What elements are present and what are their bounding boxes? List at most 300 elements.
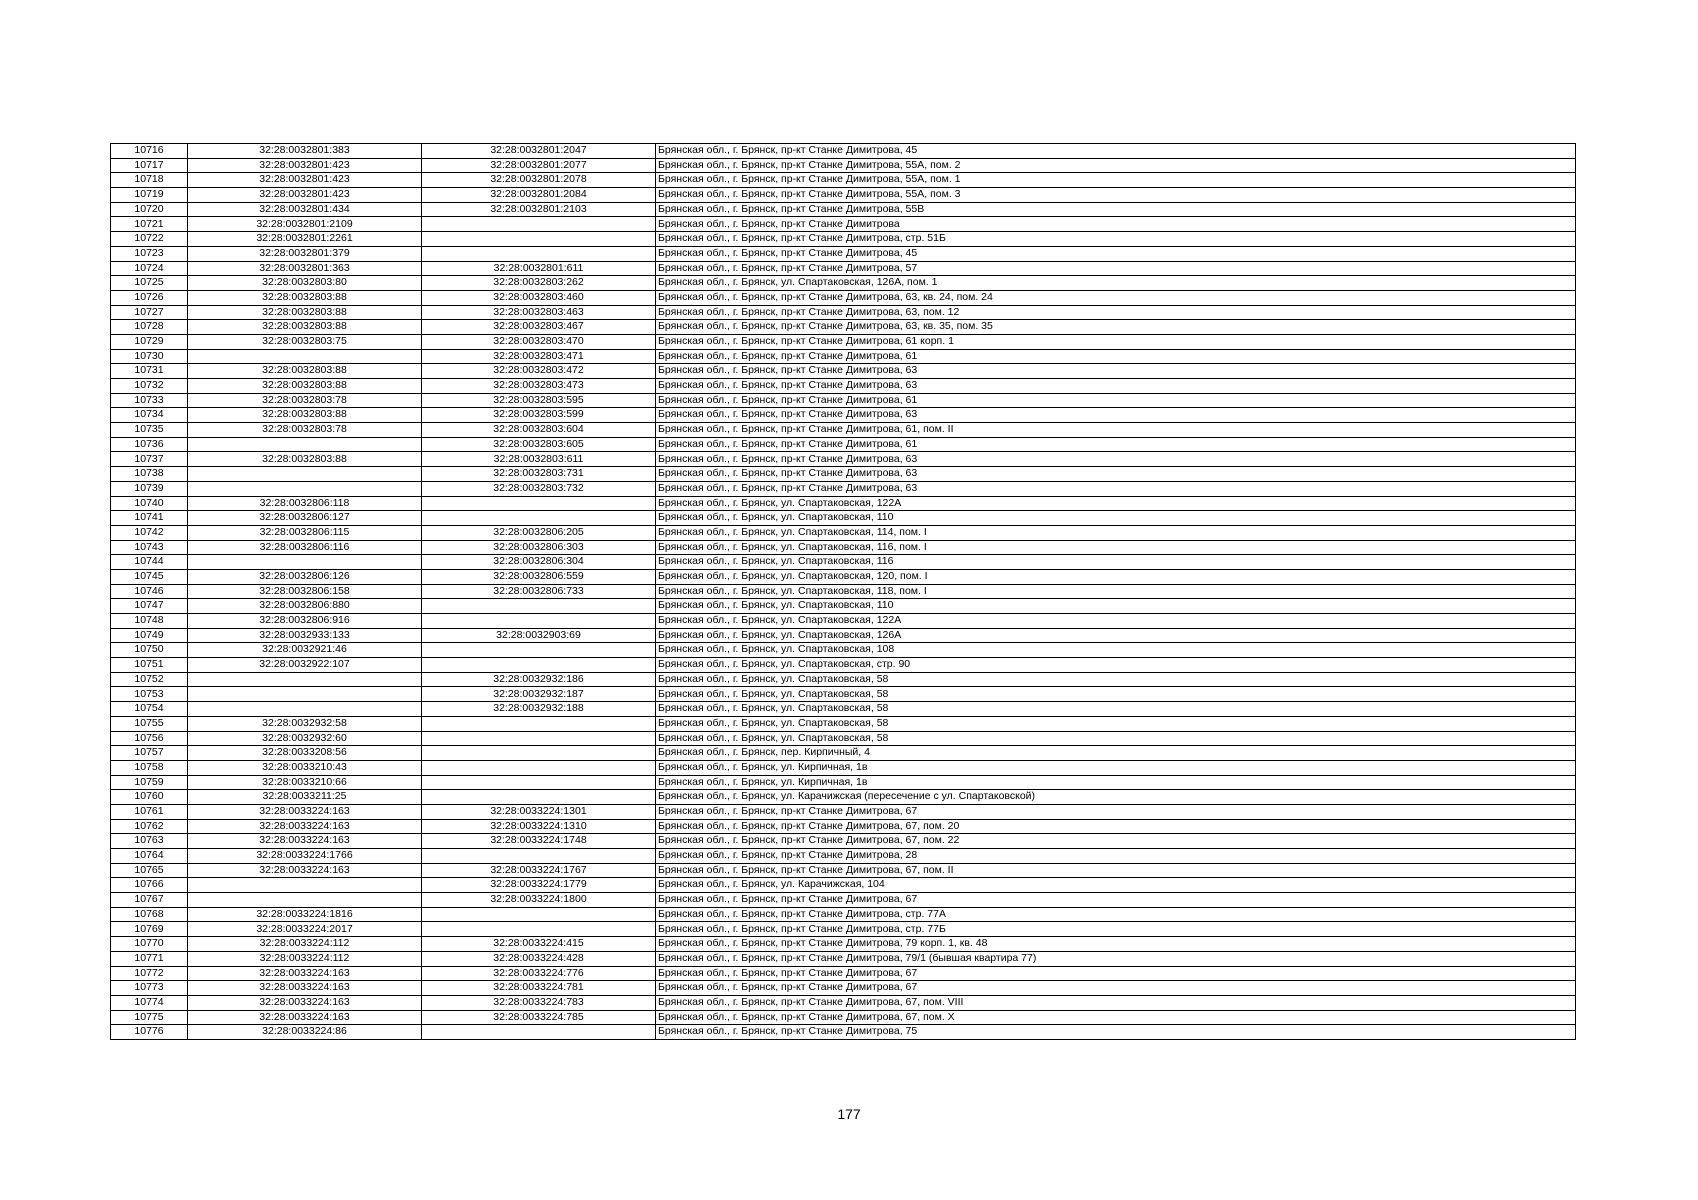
address-cell: Брянская обл., г. Брянск, пр-кт Станке Димитрова, 67, пом. II: [656, 863, 1576, 878]
table-row: [111, 937, 1576, 952]
address-cell: Брянская обл., г. Брянск, пр-кт Станке Димитрова, 61: [656, 393, 1576, 408]
table-row: [111, 658, 1576, 673]
row-number-cell: 10722: [111, 232, 188, 247]
row-number-cell: 10762: [111, 819, 188, 834]
row-number-cell: 10750: [111, 643, 188, 658]
address-cell: Брянская обл., г. Брянск, ул. Спартаковская, 58: [656, 716, 1576, 731]
table-row: [111, 966, 1576, 981]
land-cadastral-number-cell: 32:28:0032801:2261: [188, 232, 422, 247]
building-cadastral-number-cell: [422, 496, 656, 511]
address-cell: Брянская обл., г. Брянск, пр-кт Станке Димитрова, 61: [656, 349, 1576, 364]
land-cadastral-number-cell: [188, 702, 422, 717]
address-cell: Брянская обл., г. Брянск, пер. Кирпичный, 4: [656, 746, 1576, 761]
building-cadastral-number-cell: 32:28:0032806:304: [422, 555, 656, 570]
land-cadastral-number-cell: 32:28:0032803:88: [188, 379, 422, 394]
building-cadastral-number-cell: 32:28:0033224:781: [422, 981, 656, 996]
row-number-cell: 10751: [111, 658, 188, 673]
address-cell: Брянская обл., г. Брянск, ул. Спартаковская, 122А: [656, 496, 1576, 511]
address-cell: Брянская обл., г. Брянск, пр-кт Станке Димитрова, 28: [656, 849, 1576, 864]
building-cadastral-number-cell: 32:28:0032803:599: [422, 408, 656, 423]
land-cadastral-number-cell: 32:28:0033224:163: [188, 834, 422, 849]
address-cell: Брянская обл., г. Брянск, ул. Спартаковская, 126А: [656, 628, 1576, 643]
address-cell: Брянская обл., г. Брянск, пр-кт Станке Димитрова, 55А, пом. 2: [656, 158, 1576, 173]
land-cadastral-number-cell: [188, 467, 422, 482]
row-number-cell: 10716: [111, 144, 188, 159]
row-number-cell: 10776: [111, 1025, 188, 1040]
row-number-cell: 10765: [111, 863, 188, 878]
building-cadastral-number-cell: 32:28:0032801:2078: [422, 173, 656, 188]
row-number-cell: 10726: [111, 290, 188, 305]
land-cadastral-number-cell: 32:28:0032803:88: [188, 290, 422, 305]
address-cell: Брянская обл., г. Брянск, пр-кт Станке Димитрова, 61: [656, 437, 1576, 452]
address-cell: Брянская обл., г. Брянск, пр-кт Станке Димитрова, 63, кв. 35, пом. 35: [656, 320, 1576, 335]
table-row: [111, 349, 1576, 364]
land-cadastral-number-cell: 32:28:0032803:80: [188, 276, 422, 291]
row-number-cell: 10766: [111, 878, 188, 893]
address-cell: Брянская обл., г. Брянск, пр-кт Станке Димитрова, 63, кв. 24, пом. 24: [656, 290, 1576, 305]
row-number-cell: 10760: [111, 790, 188, 805]
building-cadastral-number-cell: [422, 790, 656, 805]
table-row: [111, 1010, 1576, 1025]
building-cadastral-number-cell: 32:28:0032801:2047: [422, 144, 656, 159]
building-cadastral-number-cell: 32:28:0033224:783: [422, 995, 656, 1010]
address-cell: Брянская обл., г. Брянск, пр-кт Станке Димитрова, 61 корп. 1: [656, 334, 1576, 349]
row-number-cell: 10736: [111, 437, 188, 452]
building-cadastral-number-cell: 32:28:0032806:205: [422, 525, 656, 540]
row-number-cell: 10733: [111, 393, 188, 408]
table-row: [111, 217, 1576, 232]
address-cell: Брянская обл., г. Брянск, пр-кт Станке Димитрова, 75: [656, 1025, 1576, 1040]
address-cell: Брянская обл., г. Брянск, ул. Спартаковская, 114, пом. I: [656, 525, 1576, 540]
row-number-cell: 10771: [111, 951, 188, 966]
land-cadastral-number-cell: 32:28:0033224:163: [188, 804, 422, 819]
address-cell: Брянская обл., г. Брянск, пр-кт Станке Димитрова, стр. 77А: [656, 907, 1576, 922]
row-number-cell: 10719: [111, 188, 188, 203]
table-row: [111, 834, 1576, 849]
land-cadastral-number-cell: 32:28:0032932:60: [188, 731, 422, 746]
building-cadastral-number-cell: [422, 1025, 656, 1040]
building-cadastral-number-cell: 32:28:0032803:732: [422, 481, 656, 496]
row-number-cell: 10759: [111, 775, 188, 790]
address-cell: Брянская обл., г. Брянск, пр-кт Станке Димитрова, 79/1 (бывшая квартира 77): [656, 951, 1576, 966]
table-row: [111, 364, 1576, 379]
building-cadastral-number-cell: [422, 658, 656, 673]
land-cadastral-number-cell: 32:28:0033224:1766: [188, 849, 422, 864]
row-number-cell: 10734: [111, 408, 188, 423]
land-cadastral-number-cell: 32:28:0033224:112: [188, 951, 422, 966]
land-cadastral-number-cell: 32:28:0032803:88: [188, 364, 422, 379]
row-number-cell: 10732: [111, 379, 188, 394]
property-registry-table: [110, 143, 1576, 1040]
row-number-cell: 10721: [111, 217, 188, 232]
table-row: [111, 746, 1576, 761]
row-number-cell: 10763: [111, 834, 188, 849]
table-row: [111, 863, 1576, 878]
row-number-cell: 10730: [111, 349, 188, 364]
building-cadastral-number-cell: [422, 775, 656, 790]
table-row: [111, 188, 1576, 203]
building-cadastral-number-cell: 32:28:0032801:611: [422, 261, 656, 276]
table-row: [111, 511, 1576, 526]
row-number-cell: 10758: [111, 760, 188, 775]
building-cadastral-number-cell: [422, 599, 656, 614]
row-number-cell: 10737: [111, 452, 188, 467]
table-row: [111, 628, 1576, 643]
address-cell: Брянская обл., г. Брянск, пр-кт Станке Димитрова, 55А, пом. 1: [656, 173, 1576, 188]
table-row: [111, 907, 1576, 922]
table-row: [111, 819, 1576, 834]
address-cell: Брянская обл., г. Брянск, пр-кт Станке Димитрова: [656, 217, 1576, 232]
address-cell: Брянская обл., г. Брянск, пр-кт Станке Димитрова, 67: [656, 966, 1576, 981]
table-row: [111, 555, 1576, 570]
row-number-cell: 10727: [111, 305, 188, 320]
building-cadastral-number-cell: [422, 614, 656, 629]
building-cadastral-number-cell: 32:28:0032803:605: [422, 437, 656, 452]
land-cadastral-number-cell: 32:28:0032801:423: [188, 158, 422, 173]
land-cadastral-number-cell: 32:28:0032932:58: [188, 716, 422, 731]
land-cadastral-number-cell: 32:28:0032801:363: [188, 261, 422, 276]
land-cadastral-number-cell: [188, 893, 422, 908]
land-cadastral-number-cell: 32:28:0032801:379: [188, 246, 422, 261]
address-cell: Брянская обл., г. Брянск, пр-кт Станке Димитрова, 63, пом. 12: [656, 305, 1576, 320]
table-row: [111, 525, 1576, 540]
building-cadastral-number-cell: 32:28:0032803:262: [422, 276, 656, 291]
building-cadastral-number-cell: 32:28:0033224:1310: [422, 819, 656, 834]
building-cadastral-number-cell: 32:28:0032803:472: [422, 364, 656, 379]
row-number-cell: 10746: [111, 584, 188, 599]
land-cadastral-number-cell: 32:28:0032801:383: [188, 144, 422, 159]
address-cell: Брянская обл., г. Брянск, пр-кт Станке Димитрова, стр. 77Б: [656, 922, 1576, 937]
land-cadastral-number-cell: [188, 878, 422, 893]
land-cadastral-number-cell: 32:28:0032803:88: [188, 452, 422, 467]
row-number-cell: 10756: [111, 731, 188, 746]
address-cell: Брянская обл., г. Брянск, пр-кт Станке Димитрова, 45: [656, 246, 1576, 261]
building-cadastral-number-cell: 32:28:0032806:559: [422, 569, 656, 584]
land-cadastral-number-cell: 32:28:0032806:118: [188, 496, 422, 511]
land-cadastral-number-cell: [188, 672, 422, 687]
row-number-cell: 10745: [111, 569, 188, 584]
address-cell: Брянская обл., г. Брянск, ул. Спартаковская, 58: [656, 731, 1576, 746]
land-cadastral-number-cell: [188, 349, 422, 364]
building-cadastral-number-cell: [422, 716, 656, 731]
address-cell: Брянская обл., г. Брянск, ул. Спартаковская, стр. 90: [656, 658, 1576, 673]
building-cadastral-number-cell: [422, 217, 656, 232]
land-cadastral-number-cell: 32:28:0032922:107: [188, 658, 422, 673]
row-number-cell: 10775: [111, 1010, 188, 1025]
row-number-cell: 10740: [111, 496, 188, 511]
land-cadastral-number-cell: 32:28:0032803:78: [188, 423, 422, 438]
land-cadastral-number-cell: 32:28:0033224:1816: [188, 907, 422, 922]
building-cadastral-number-cell: 32:28:0032803:611: [422, 452, 656, 467]
row-number-cell: 10749: [111, 628, 188, 643]
address-cell: Брянская обл., г. Брянск, пр-кт Станке Димитрова, 45: [656, 144, 1576, 159]
table-row: [111, 393, 1576, 408]
row-number-cell: 10743: [111, 540, 188, 555]
building-cadastral-number-cell: [422, 511, 656, 526]
address-cell: Брянская обл., г. Брянск, пр-кт Станке Димитрова, 79 корп. 1, кв. 48: [656, 937, 1576, 952]
table-row: [111, 731, 1576, 746]
building-cadastral-number-cell: 32:28:0032806:733: [422, 584, 656, 599]
land-cadastral-number-cell: 32:28:0032803:88: [188, 305, 422, 320]
table-row: [111, 290, 1576, 305]
table-row: [111, 202, 1576, 217]
row-number-cell: 10770: [111, 937, 188, 952]
land-cadastral-number-cell: 32:28:0033224:163: [188, 1010, 422, 1025]
table-row: [111, 951, 1576, 966]
building-cadastral-number-cell: [422, 746, 656, 761]
building-cadastral-number-cell: 32:28:0032803:473: [422, 379, 656, 394]
building-cadastral-number-cell: 32:28:0033224:785: [422, 1010, 656, 1025]
address-cell: Брянская обл., г. Брянск, ул. Спартаковская, 122А: [656, 614, 1576, 629]
address-cell: Брянская обл., г. Брянск, пр-кт Станке Димитрова, 63: [656, 408, 1576, 423]
land-cadastral-number-cell: 32:28:0033224:163: [188, 981, 422, 996]
row-number-cell: 10731: [111, 364, 188, 379]
land-cadastral-number-cell: 32:28:0033224:86: [188, 1025, 422, 1040]
land-cadastral-number-cell: 32:28:0032801:2109: [188, 217, 422, 232]
land-cadastral-number-cell: 32:28:0033224:163: [188, 863, 422, 878]
table-row: [111, 379, 1576, 394]
land-cadastral-number-cell: 32:28:0033211:25: [188, 790, 422, 805]
building-cadastral-number-cell: [422, 907, 656, 922]
address-cell: Брянская обл., г. Брянск, ул. Спартаковская, 58: [656, 672, 1576, 687]
row-number-cell: 10717: [111, 158, 188, 173]
row-number-cell: 10761: [111, 804, 188, 819]
table-row: [111, 246, 1576, 261]
address-cell: Брянская обл., г. Брянск, пр-кт Станке Димитрова, 63: [656, 467, 1576, 482]
address-cell: Брянская обл., г. Брянск, ул. Карачижская (пересечение с ул. Спартаковской): [656, 790, 1576, 805]
address-cell: Брянская обл., г. Брянск, пр-кт Станке Димитрова, 55В: [656, 202, 1576, 217]
table-row: [111, 540, 1576, 555]
building-cadastral-number-cell: 32:28:0032932:187: [422, 687, 656, 702]
address-cell: Брянская обл., г. Брянск, ул. Кирпичная, 1в: [656, 760, 1576, 775]
row-number-cell: 10774: [111, 995, 188, 1010]
address-cell: Брянская обл., г. Брянск, ул. Спартаковская, 120, пом. I: [656, 569, 1576, 584]
land-cadastral-number-cell: 32:28:0033224:112: [188, 937, 422, 952]
land-cadastral-number-cell: 32:28:0032806:916: [188, 614, 422, 629]
land-cadastral-number-cell: 32:28:0032803:88: [188, 320, 422, 335]
address-cell: Брянская обл., г. Брянск, ул. Спартаковская, 116: [656, 555, 1576, 570]
table-row: [111, 995, 1576, 1010]
address-cell: Брянская обл., г. Брянск, пр-кт Станке Димитрова, 67, пом. 20: [656, 819, 1576, 834]
row-number-cell: 10735: [111, 423, 188, 438]
table-row: [111, 599, 1576, 614]
row-number-cell: 10768: [111, 907, 188, 922]
table-row: [111, 467, 1576, 482]
table-row: [111, 614, 1576, 629]
table-row: [111, 437, 1576, 452]
building-cadastral-number-cell: 32:28:0032803:731: [422, 467, 656, 482]
table-row: [111, 702, 1576, 717]
building-cadastral-number-cell: [422, 760, 656, 775]
table-row: [111, 144, 1576, 159]
table-row: [111, 584, 1576, 599]
land-cadastral-number-cell: 32:28:0033210:43: [188, 760, 422, 775]
address-cell: Брянская обл., г. Брянск, ул. Спартаковская, 126А, пом. 1: [656, 276, 1576, 291]
address-cell: Брянская обл., г. Брянск, пр-кт Станке Димитрова, 63: [656, 452, 1576, 467]
building-cadastral-number-cell: 32:28:0032801:2103: [422, 202, 656, 217]
row-number-cell: 10720: [111, 202, 188, 217]
building-cadastral-number-cell: 32:28:0033224:776: [422, 966, 656, 981]
registry-table-body: [111, 144, 1576, 1040]
table-row: [111, 981, 1576, 996]
address-cell: Брянская обл., г. Брянск, ул. Кирпичная, 1в: [656, 775, 1576, 790]
table-row: [111, 1025, 1576, 1040]
building-cadastral-number-cell: 32:28:0032932:186: [422, 672, 656, 687]
building-cadastral-number-cell: [422, 246, 656, 261]
building-cadastral-number-cell: 32:28:0032803:463: [422, 305, 656, 320]
building-cadastral-number-cell: 32:28:0032903:69: [422, 628, 656, 643]
building-cadastral-number-cell: 32:28:0033224:428: [422, 951, 656, 966]
row-number-cell: 10773: [111, 981, 188, 996]
building-cadastral-number-cell: 32:28:0032803:467: [422, 320, 656, 335]
land-cadastral-number-cell: [188, 555, 422, 570]
land-cadastral-number-cell: 32:28:0032806:158: [188, 584, 422, 599]
land-cadastral-number-cell: 32:28:0032806:127: [188, 511, 422, 526]
row-number-cell: 10725: [111, 276, 188, 291]
row-number-cell: 10764: [111, 849, 188, 864]
table-row: [111, 716, 1576, 731]
land-cadastral-number-cell: 32:28:0032921:46: [188, 643, 422, 658]
address-cell: Брянская обл., г. Брянск, ул. Карачижская, 104: [656, 878, 1576, 893]
table-row: [111, 643, 1576, 658]
address-cell: Брянская обл., г. Брянск, пр-кт Станке Димитрова, 67, пом. VIII: [656, 995, 1576, 1010]
building-cadastral-number-cell: 32:28:0032803:470: [422, 334, 656, 349]
land-cadastral-number-cell: 32:28:0033224:163: [188, 995, 422, 1010]
address-cell: Брянская обл., г. Брянск, пр-кт Станке Димитрова, 67: [656, 804, 1576, 819]
row-number-cell: 10718: [111, 173, 188, 188]
address-cell: Брянская обл., г. Брянск, пр-кт Станке Димитрова, 61, пом. II: [656, 423, 1576, 438]
row-number-cell: 10769: [111, 922, 188, 937]
table-row: [111, 922, 1576, 937]
land-cadastral-number-cell: 32:28:0033224:163: [188, 966, 422, 981]
table-row: [111, 804, 1576, 819]
table-row: [111, 849, 1576, 864]
row-number-cell: 10772: [111, 966, 188, 981]
building-cadastral-number-cell: 32:28:0032801:2077: [422, 158, 656, 173]
building-cadastral-number-cell: 32:28:0032803:471: [422, 349, 656, 364]
table-row: [111, 672, 1576, 687]
table-row: [111, 481, 1576, 496]
land-cadastral-number-cell: 32:28:0033224:163: [188, 819, 422, 834]
building-cadastral-number-cell: 32:28:0032932:188: [422, 702, 656, 717]
row-number-cell: 10748: [111, 614, 188, 629]
address-cell: Брянская обл., г. Брянск, пр-кт Станке Димитрова, 67, пом. X: [656, 1010, 1576, 1025]
building-cadastral-number-cell: 32:28:0032806:303: [422, 540, 656, 555]
land-cadastral-number-cell: 32:28:0032801:434: [188, 202, 422, 217]
building-cadastral-number-cell: [422, 731, 656, 746]
address-cell: Брянская обл., г. Брянск, ул. Спартаковская, 110: [656, 511, 1576, 526]
table-row: [111, 276, 1576, 291]
land-cadastral-number-cell: 32:28:0032803:75: [188, 334, 422, 349]
building-cadastral-number-cell: 32:28:0033224:1748: [422, 834, 656, 849]
table-row: [111, 261, 1576, 276]
building-cadastral-number-cell: 32:28:0032801:2084: [422, 188, 656, 203]
land-cadastral-number-cell: [188, 481, 422, 496]
building-cadastral-number-cell: 32:28:0032803:460: [422, 290, 656, 305]
land-cadastral-number-cell: 32:28:0032803:78: [188, 393, 422, 408]
address-cell: Брянская обл., г. Брянск, ул. Спартаковская, 118, пом. I: [656, 584, 1576, 599]
land-cadastral-number-cell: 32:28:0032801:423: [188, 188, 422, 203]
row-number-cell: 10755: [111, 716, 188, 731]
table-row: [111, 173, 1576, 188]
address-cell: Брянская обл., г. Брянск, пр-кт Станке Димитрова, 63: [656, 481, 1576, 496]
building-cadastral-number-cell: 32:28:0033224:1800: [422, 893, 656, 908]
row-number-cell: 10738: [111, 467, 188, 482]
table-row: [111, 408, 1576, 423]
address-cell: Брянская обл., г. Брянск, пр-кт Станке Димитрова, 67: [656, 981, 1576, 996]
row-number-cell: 10753: [111, 687, 188, 702]
address-cell: Брянская обл., г. Брянск, ул. Спартаковская, 58: [656, 687, 1576, 702]
land-cadastral-number-cell: 32:28:0032806:115: [188, 525, 422, 540]
address-cell: Брянская обл., г. Брянск, ул. Спартаковская, 116, пом. I: [656, 540, 1576, 555]
land-cadastral-number-cell: 32:28:0032806:880: [188, 599, 422, 614]
land-cadastral-number-cell: 32:28:0032803:88: [188, 408, 422, 423]
address-cell: Брянская обл., г. Брянск, пр-кт Станке Димитрова, 55А, пом. 3: [656, 188, 1576, 203]
table-row: [111, 305, 1576, 320]
building-cadastral-number-cell: [422, 849, 656, 864]
land-cadastral-number-cell: [188, 687, 422, 702]
address-cell: Брянская обл., г. Брянск, пр-кт Станке Димитрова, 63: [656, 364, 1576, 379]
table-row: [111, 334, 1576, 349]
address-cell: Брянская обл., г. Брянск, пр-кт Станке Димитрова, 67, пом. 22: [656, 834, 1576, 849]
row-number-cell: 10723: [111, 246, 188, 261]
building-cadastral-number-cell: 32:28:0032803:604: [422, 423, 656, 438]
address-cell: Брянская обл., г. Брянск, ул. Спартаковская, 58: [656, 702, 1576, 717]
row-number-cell: 10742: [111, 525, 188, 540]
building-cadastral-number-cell: [422, 922, 656, 937]
land-cadastral-number-cell: 32:28:0032806:116: [188, 540, 422, 555]
land-cadastral-number-cell: [188, 437, 422, 452]
address-cell: Брянская обл., г. Брянск, пр-кт Станке Димитрова, 63: [656, 379, 1576, 394]
row-number-cell: 10729: [111, 334, 188, 349]
land-cadastral-number-cell: 32:28:0032933:133: [188, 628, 422, 643]
row-number-cell: 10744: [111, 555, 188, 570]
address-cell: Брянская обл., г. Брянск, ул. Спартаковская, 110: [656, 599, 1576, 614]
row-number-cell: 10757: [111, 746, 188, 761]
table-row: [111, 496, 1576, 511]
table-row: [111, 452, 1576, 467]
land-cadastral-number-cell: 32:28:0033210:66: [188, 775, 422, 790]
table-row: [111, 790, 1576, 805]
table-row: [111, 760, 1576, 775]
table-row: [111, 687, 1576, 702]
building-cadastral-number-cell: 32:28:0033224:415: [422, 937, 656, 952]
row-number-cell: 10767: [111, 893, 188, 908]
table-row: [111, 232, 1576, 247]
building-cadastral-number-cell: 32:28:0033224:1779: [422, 878, 656, 893]
table-row: [111, 775, 1576, 790]
address-cell: Брянская обл., г. Брянск, пр-кт Станке Димитрова, стр. 51Б: [656, 232, 1576, 247]
row-number-cell: 10724: [111, 261, 188, 276]
page-number: 177: [837, 1106, 861, 1122]
table-row: [111, 158, 1576, 173]
table-row: [111, 878, 1576, 893]
row-number-cell: 10728: [111, 320, 188, 335]
building-cadastral-number-cell: 32:28:0032803:595: [422, 393, 656, 408]
building-cadastral-number-cell: [422, 643, 656, 658]
building-cadastral-number-cell: [422, 232, 656, 247]
row-number-cell: 10739: [111, 481, 188, 496]
address-cell: Брянская обл., г. Брянск, пр-кт Станке Димитрова, 57: [656, 261, 1576, 276]
table-row: [111, 320, 1576, 335]
row-number-cell: 10754: [111, 702, 188, 717]
table-row: [111, 423, 1576, 438]
land-cadastral-number-cell: 32:28:0032801:423: [188, 173, 422, 188]
land-cadastral-number-cell: 32:28:0033224:2017: [188, 922, 422, 937]
row-number-cell: 10741: [111, 511, 188, 526]
table-row: [111, 569, 1576, 584]
row-number-cell: 10747: [111, 599, 188, 614]
